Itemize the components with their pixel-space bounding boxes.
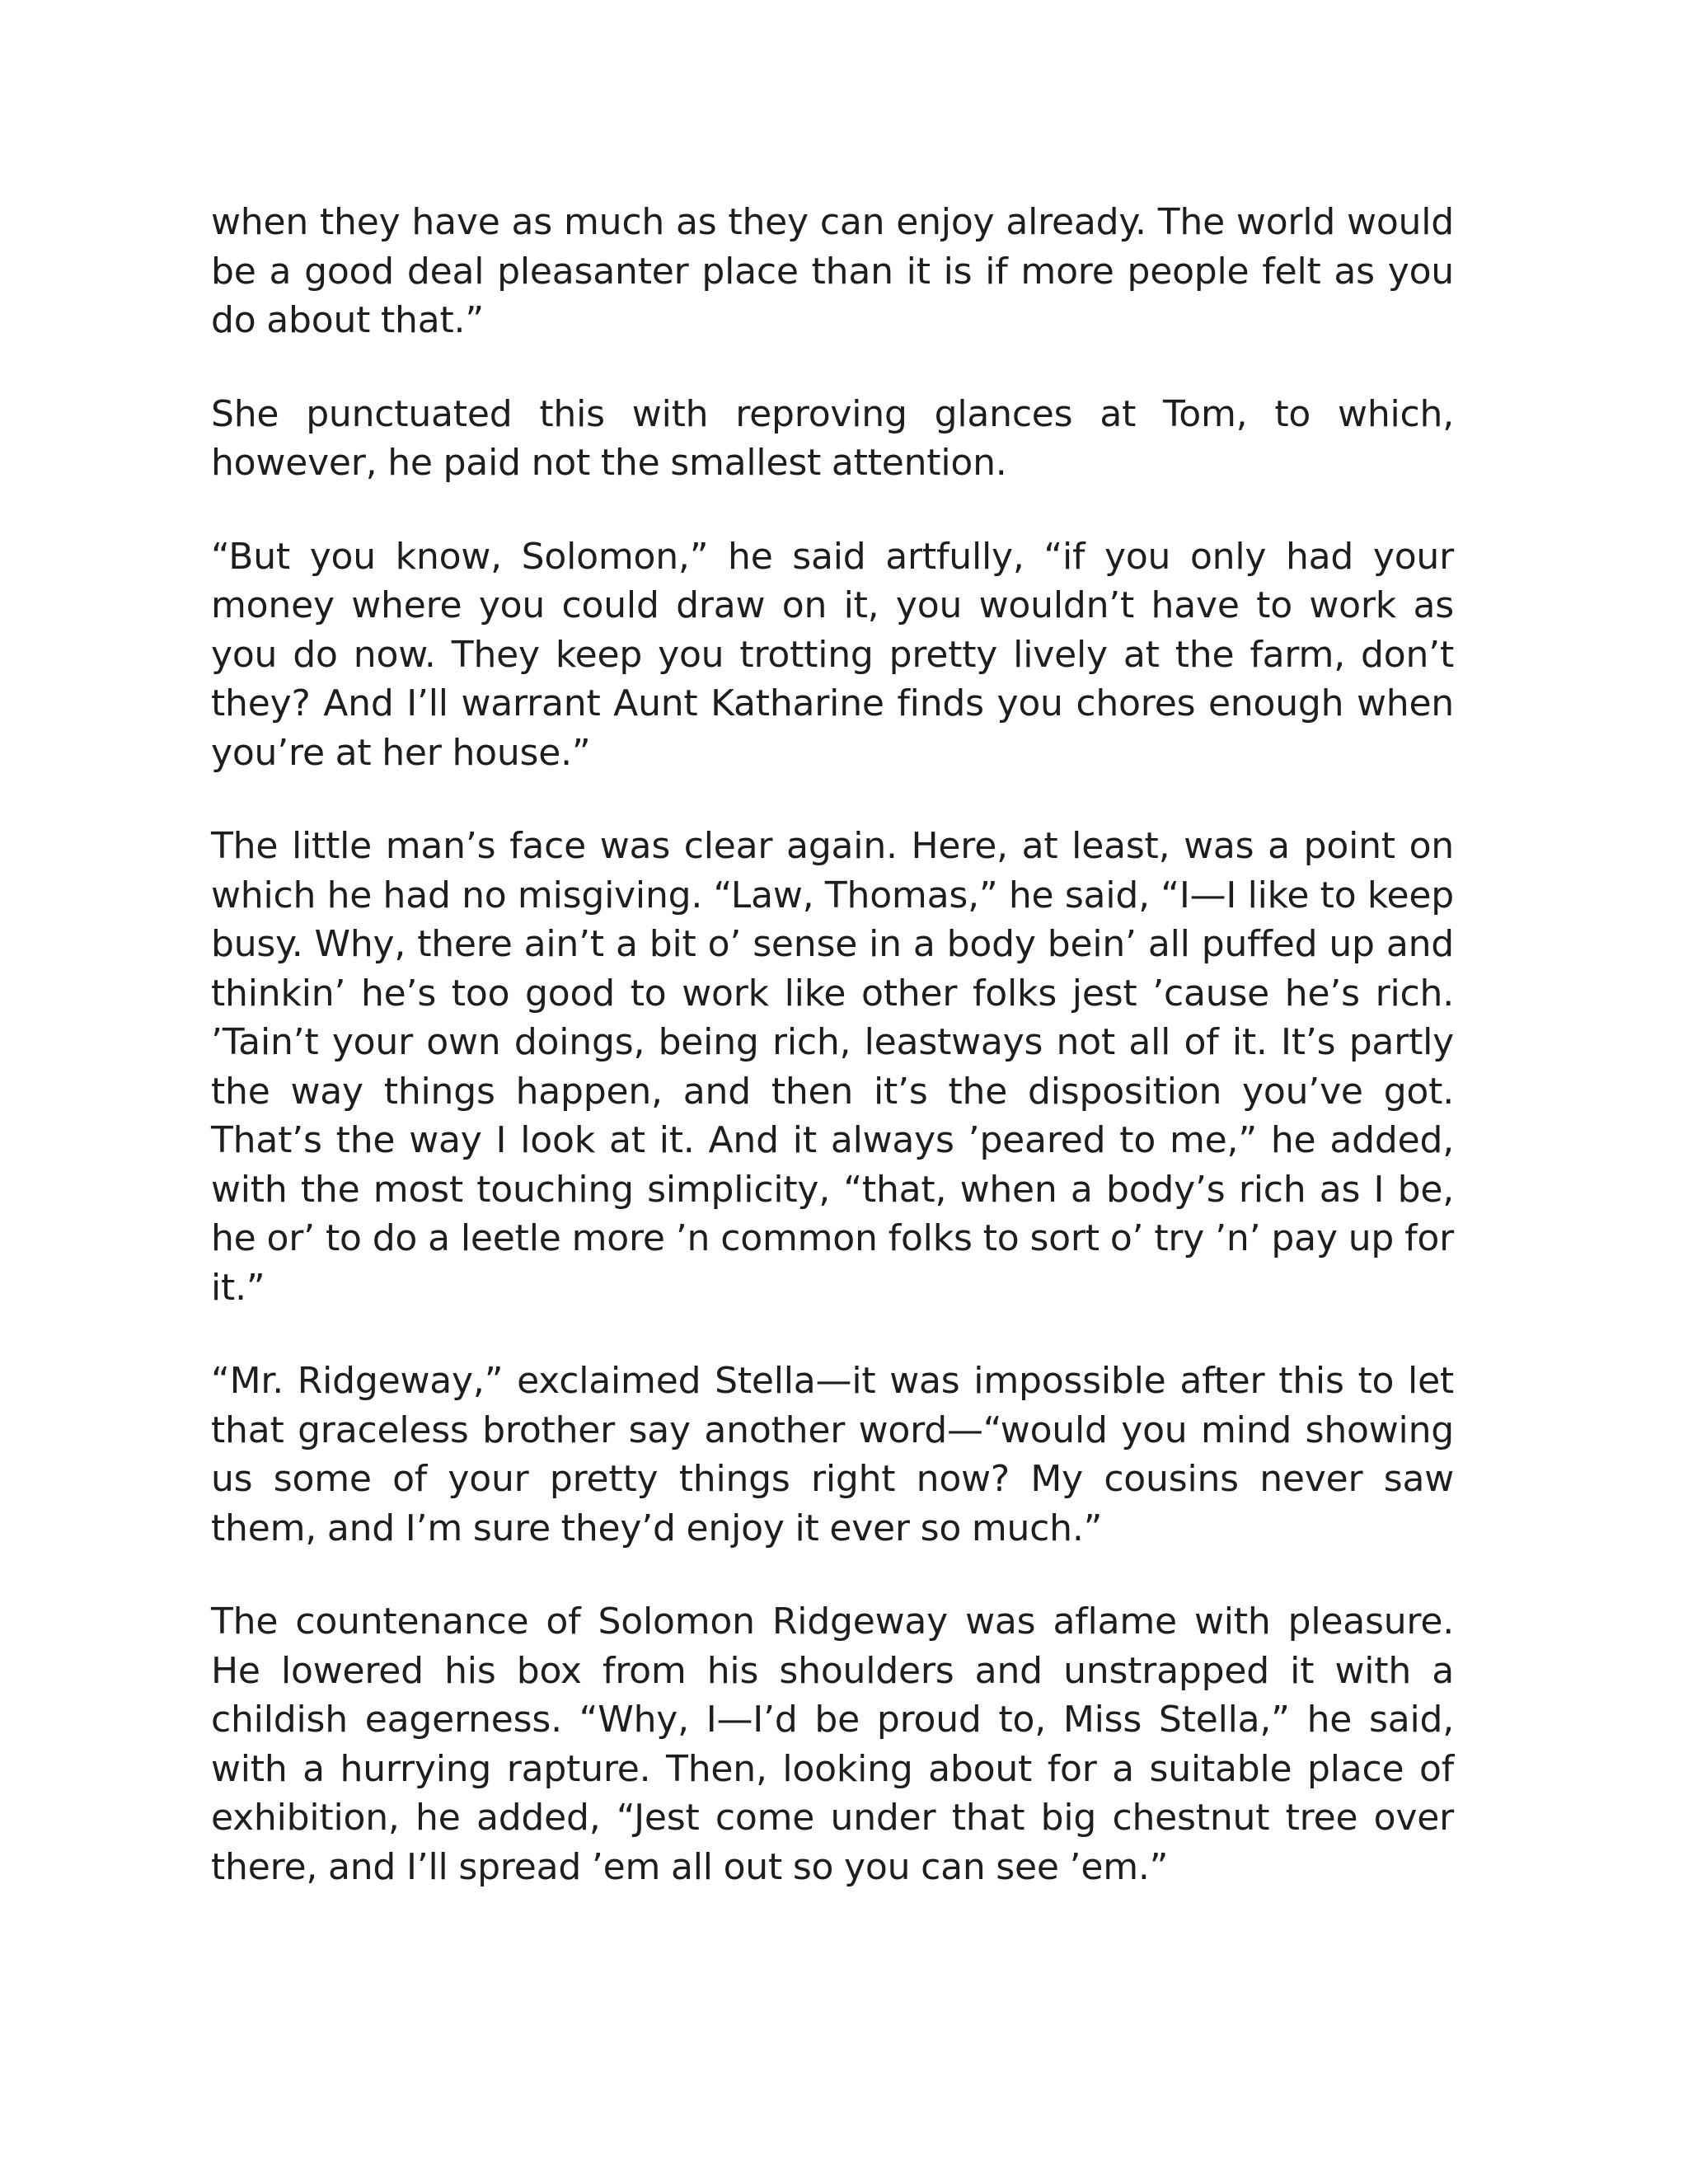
- paragraph-3: “But you know, Solomon,” he said artfully, “if you only had your money where you could draw on it, you wouldn’t have to work as you do now. They keep you trotting pretty lively at the farm, don’t they? And I’ll warrant Aunt Katharine finds you chores enough when you’re at her house.”: [211, 535, 1454, 774]
- page-text: [211, 198, 1454, 1936]
- paragraph-5: “Mr. Ridgeway,” exclaimed Stella—it was impossible after this to let that graceless brother say another word—“would you mind showing us some of your pretty things right now? My cousins never saw them, and I’m sure they’d enjoy it ever so much.”: [211, 1360, 1454, 1549]
- paragraph-4: The little man’s face was clear again. Here, at least, was a point on which he had no misgiving. “Law, Thomas,” he said, “I—I like to keep busy. Why, there ain’t a bit o’ sense in a body bein’ all puffed up and thinkin’ he’s too good to work like other folks jest ’cause he’s rich. ’Tain’t your own doings, being rich, leastways not all of it. It’s partly the way things happen, and then it’s the disposition you’ve got. That’s the way I look at it. And it always ’peared to me,” he added, with the most touching simplicity, “that, when a body’s rich as I be, he or’ to do a leetle more ’n common folks to sort o’ try ’n’ pay up for it.”: [211, 825, 1454, 1309]
- paragraph-2: She punctuated this with reproving glances at Tom, to which, however, he paid not the smallest attention.: [211, 392, 1454, 484]
- paragraph-1: when they have as much as they can enjoy already. The world would be a good deal pleasanter place than it is if more people felt as you do about that.”: [211, 201, 1454, 341]
- paragraph-6: The countenance of Solomon Ridgeway was aflame with pleasure. He lowered his box from his shoulders and unstrapped it with a childish eagerness. “Why, I—I’d be proud to, Miss Stella,” he said, with a hurrying rapture. Then, looking about for a suitable place of exhibition, he added, “Jest come under that big chestnut tree over there, and I’ll spread ’em all out so you can see ’em.”: [211, 1601, 1454, 1888]
